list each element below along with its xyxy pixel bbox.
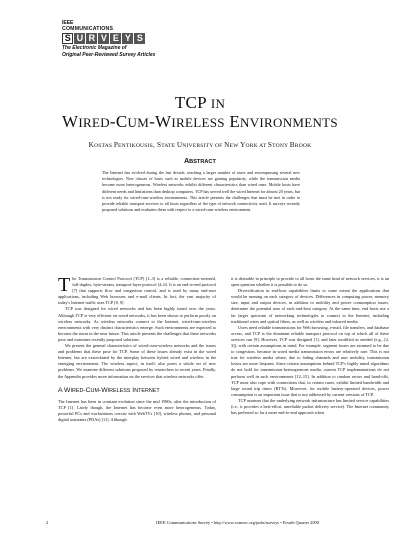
- article-title-line-1: [0, 93, 400, 113]
- masthead-surveys-logo: [62, 33, 252, 44]
- abstract-heading-part: A: [184, 158, 190, 165]
- author-part: P: [113, 141, 119, 149]
- author-part: K: [88, 141, 94, 149]
- affiliation-part: S: [157, 141, 162, 149]
- affiliation-part: N: [224, 141, 230, 149]
- author-part: OSTAS: [93, 143, 114, 149]
- heading-part: IRELESS: [107, 387, 131, 394]
- affiliation-part: TATE: [161, 143, 177, 149]
- title-part: IRED: [78, 115, 110, 130]
- abstract-heading-part: BSTRACT: [189, 159, 216, 165]
- paragraph: it is desirable in principle to provide to all hosts the same kind of network services, it is an open question whether it is possible to do so.: [231, 276, 389, 288]
- logo-letter: Y: [122, 33, 133, 44]
- abstract-heading: [0, 158, 400, 165]
- heading-part: I: [130, 386, 135, 394]
- affiliation-part: B: [289, 141, 295, 149]
- heading-part: -W: [98, 386, 108, 394]
- affiliation-part: Y: [240, 141, 246, 149]
- drop-cap: T: [58, 274, 71, 296]
- masthead-brand: COMMUNICATIONS: [62, 26, 114, 32]
- title-part: -C: [109, 112, 128, 131]
- author-line: [0, 141, 400, 149]
- title-word: IN: [210, 96, 226, 111]
- affiliation-part: TONY: [272, 143, 290, 149]
- affiliation-part: ROOK: [294, 143, 312, 149]
- affiliation-part: EW: [229, 143, 241, 149]
- logo-letter: R: [86, 33, 97, 44]
- heading-part: IRED: [70, 387, 84, 394]
- affiliation-part: ORK AT: [245, 143, 268, 149]
- body-column-right: [231, 276, 389, 416]
- paragraph: We present the general characteristics of wired-cum-wireless networks and the issues and problems that these pose for TCP. Some of these issues already exist in the wired Internet, but are exacerbated by the interplay between hybrid wired and wireless in the emerging environment. The wireless aspect, in itself, also poses a whole set of new problems. We examine different solutions proposed by researchers in recent years. Finally, the Appendix provides more information on the services that wireless networks offer.: [58, 343, 216, 379]
- paragraph: Users need reliable transmissions for Web browsing, e-mail, file transfers, and database access, and TCP is the dominant reliable transport protocol on top of which all of these services run [9]. However, TCP was designed [1], and later modified as needed (e.g., [2, 3]), with certain assumptions in mind. For example, segment losses are assumed to be due to congestion, because in wired media transmission errors are relatively rare. This is not true for wireless media where, due to fading channels and user mobility, transmission losses are more frequent. Since certain assumptions behind TCP's highly tuned algorithms do not hold for transmission-heterogeneous media, current TCP implementations do not perform well in such environments [12–15]. In addition to random errors and hand-offs, TCP must also cope with connections that, in certain cases, exhibit limited bandwidth and large round trip times (RTTs). Moreover, for mobile battery-operated devices, power consumption is an important issue that is not addressed by current versions of TCP.: [231, 324, 389, 397]
- title-word: TCP: [174, 93, 211, 112]
- body-column-left: [58, 276, 216, 423]
- masthead-subtitle-2: Original Peer-Reviewed Survey Articles: [62, 52, 156, 59]
- title-part: NVIRONMENTS: [240, 115, 338, 130]
- paragraph: The Internet has been in constant evolution since the mid 1980s, after the introduction of TCP [1]. Lately though, the Internet has become even more heterogeneous. Today, powerful PCs and workstations coexist with WebTVs [10], wireless phones, and personal digital assistants (PDAs) [11]. Although: [58, 398, 216, 422]
- affiliation-part: S: [267, 141, 273, 149]
- title-part: -W: [149, 112, 172, 131]
- footer-text: IEEE Communications Survey • http://www.comsoc.org/pubs/surveys • Fourth Quarter 2000: [156, 520, 319, 525]
- paragraph: TCP assumes that the underlying network infrastructure has limited service capabilities (i.e., it provides a best-effort, unreliable packet delivery service). The Internet community has preferred so far a more end-to-end approach when: [231, 397, 389, 416]
- title-part: E: [224, 112, 241, 131]
- page-number: 2: [46, 520, 49, 525]
- title-part: IRELESS: [171, 115, 225, 130]
- abstract-text: The Internet has evolved during the last decade, reaching a larger number of users and encompassing several new technologies. New classes of hosts such as mobile devices are gaining popularity, while the transmission media become more heterogeneous. Wireless networks exhibit different characteristics than wired ones. Mobile hosts have different needs and limitations than desktop computers. TCP has served well the wired Internet for almost 20 years, but is not ready for wired-cum-wireless environments. This article presents the challenges that must be met in order to provide reliable transport services to all hosts regardless of the type of network connectivity used. It surveys recently proposed solutions and evaluates them with respect to a wired-cum-wireless environment.: [102, 170, 300, 213]
- logo-letter: V: [98, 33, 109, 44]
- affiliation-part: NIVERSITY OF: [182, 143, 225, 149]
- heading-part: A W: [58, 386, 71, 394]
- logo-letter: U: [74, 33, 85, 44]
- heading-part: NTERNET: [134, 387, 160, 394]
- title-part: W: [62, 112, 79, 131]
- affiliation-part: U: [176, 141, 183, 149]
- article-title-line-2: [0, 112, 400, 132]
- author-part: ,: [153, 141, 157, 149]
- paragraph: Diversification in end-host capabilities limits to some extent the applications that would be running on each category of devices. Differences in computing power, memory size, input and output devices, in addition to mobility and power consumption issues, determine the potential uses of each end-host category. At the same time, end hosts use a far larger spectrum of networking technologies to connect to the Internet, including traditional wires and optical fibers, as well as wireless and infrared media.: [231, 288, 389, 324]
- logo-letter: S: [62, 33, 73, 44]
- masthead-subtitle-1: The Electronic Magazine of: [62, 45, 127, 52]
- author-part: ENTIKOUSIS: [118, 143, 153, 149]
- heading-part: -C: [83, 386, 91, 394]
- heading-part: UM: [90, 387, 99, 394]
- paragraph: [58, 276, 216, 306]
- masthead-org: IEEE: [62, 20, 74, 26]
- logo-letter: E: [110, 33, 121, 44]
- journal-masthead: [62, 20, 252, 58]
- section-heading: [58, 388, 216, 394]
- logo-letter: S: [134, 33, 145, 44]
- title-part: UM: [127, 115, 150, 130]
- paragraph: TCP was designed for wired networks and has been highly tuned over the years. Although TCP is very efficient on wired networks, it has been shown to perform poorly on wireless networks. As wireless networks connect to the Internet, wired-cum-wireless environments with very distinct characteristics emerge. Such environments are expected to become the norm in the near future. This article presents the challenges that these networks pose and examines recently proposed solutions.: [58, 306, 216, 342]
- paragraph-text: he Transmission Control Protocol (TCP) [1–3] is a reliable, connection-oriented, full-duplex, byte-stream, transport-layer protocol [4–6]. It is an end-to-end protocol [7] that supports flow and congestion control, and is used by many end-user applications, including Web browsers and e-mail clients. In fact, the vast majority of today's Internet traffic uses TCP [8, 9].: [58, 276, 216, 306]
